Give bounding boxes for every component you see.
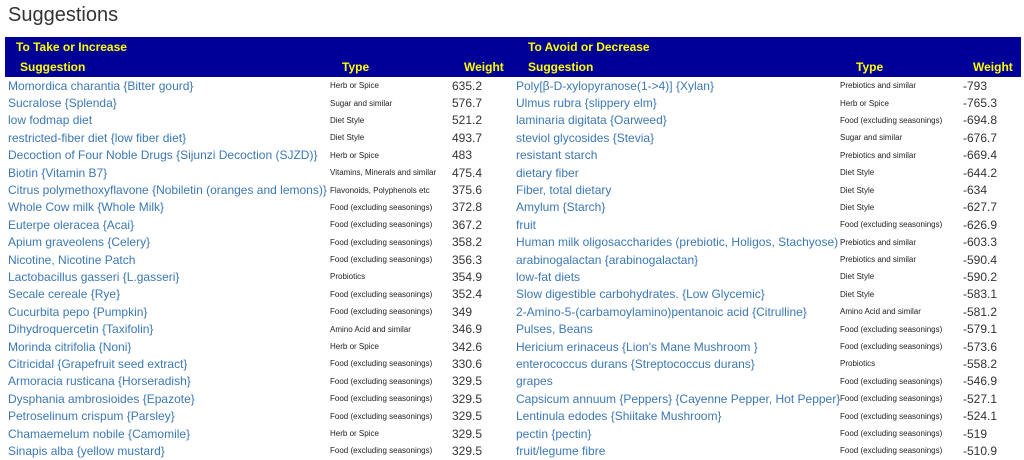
avoid-table-body	[513, 77, 1021, 460]
type-cell: Food (excluding seasonings)	[330, 376, 433, 386]
type-cell: Food (excluding seasonings)	[330, 220, 433, 230]
type-cell: Food (excluding seasonings)	[840, 429, 943, 438]
suggestion-cell	[5, 442, 330, 459]
suggestion-cell	[513, 320, 840, 337]
type-cell: Food (excluding seasonings)	[330, 394, 433, 404]
suggestion-cell	[5, 407, 330, 424]
table-row	[513, 251, 1021, 268]
table-row	[5, 234, 513, 251]
table-row	[5, 147, 513, 164]
page-title: Suggestions	[8, 4, 119, 26]
table-row	[513, 112, 1021, 129]
type-cell: Food (excluding seasonings)	[840, 220, 943, 230]
suggestion-cell	[5, 425, 330, 442]
suggestion-link[interactable]: Euterpe oleracea {Acai}	[8, 217, 135, 232]
suggestion-cell	[5, 94, 330, 111]
weight-cell: -581.2	[963, 304, 998, 319]
table-row	[5, 355, 513, 372]
table-row	[5, 338, 513, 355]
avoid-section	[513, 37, 1021, 460]
suggestion-cell	[5, 129, 330, 146]
suggestion-cell	[5, 286, 330, 303]
suggestion-link[interactable]: Slow digestible carbohydrates. {Low Glycemic}	[516, 287, 765, 302]
suggestion-link[interactable]: Dysphania ambrosioides {Epazote}	[8, 391, 195, 406]
suggestion-link[interactable]: Morinda citrifolia {Noni}	[8, 339, 132, 354]
table-row	[513, 390, 1021, 407]
suggestion-link[interactable]: Cucurbita pepo {Pumpkin}	[8, 304, 148, 319]
suggestion-cell	[5, 251, 330, 268]
suggestion-link[interactable]: Lactobacillus gasseri {L.gasseri}	[8, 269, 180, 284]
suggestion-cell	[513, 407, 840, 424]
weight-cell: -644.2	[963, 165, 998, 180]
avoid-table	[513, 77, 1021, 460]
table-row	[5, 390, 513, 407]
type-cell: Vitamins, Minerals and similar	[330, 168, 437, 178]
suggestion-cell	[513, 442, 840, 459]
type-cell: Sugar and similar	[840, 133, 903, 143]
type-cell: Food (excluding seasonings)	[840, 411, 943, 421]
suggestion-link[interactable]: 2-Amino-5-(carbamoylamino)pentanoic acid {Citrulline}	[516, 304, 807, 319]
weight-cell: -590.2	[963, 269, 998, 284]
suggestion-link[interactable]: Sinapis alba {yellow mustard}	[8, 443, 165, 458]
take-section	[5, 37, 513, 460]
table-row	[513, 268, 1021, 285]
type-cell: Food (excluding seasonings)	[330, 202, 433, 212]
weight-cell: -579.1	[963, 322, 998, 337]
suggestion-link[interactable]: Decoction of Four Noble Drugs {Sijunzi Decoction (SJZD)}	[8, 148, 318, 163]
suggestion-link[interactable]: Human milk oligosaccharides (prebiotic, Holigos, Stachyose)	[516, 235, 839, 250]
weight-cell: 576.7	[452, 96, 483, 111]
weight-cell: 493.7	[452, 130, 483, 145]
suggestion-link[interactable]: Ulmus rubra {slippery elm}	[516, 96, 657, 111]
table-row	[5, 442, 513, 459]
suggestion-cell	[5, 373, 330, 390]
avoid-title: To Avoid or Decrease	[528, 40, 650, 54]
type-cell: Probiotics	[330, 272, 366, 282]
table-row	[5, 181, 513, 198]
table-row	[513, 94, 1021, 111]
suggestion-cell	[513, 373, 840, 390]
take-header-weight: Weight	[464, 60, 504, 74]
suggestion-cell	[5, 338, 330, 355]
suggestion-cell	[513, 390, 840, 407]
table-row	[5, 320, 513, 337]
table-row	[5, 216, 513, 233]
weight-cell: 329.5	[452, 409, 483, 424]
suggestion-cell	[513, 129, 840, 146]
table-row	[5, 129, 513, 146]
weight-cell: 483	[452, 148, 473, 163]
suggestion-cell	[513, 147, 840, 164]
suggestion-link[interactable]: Momordica charantia {Bitter gourd}	[8, 78, 194, 93]
type-cell: Sugar and similar	[330, 98, 393, 108]
type-cell: Food (excluding seasonings)	[840, 342, 943, 352]
type-cell: Diet Style	[840, 202, 875, 212]
weight-cell: -519	[963, 426, 988, 441]
table-row	[5, 94, 513, 111]
suggestion-link[interactable]: Citrus polymethoxyflavone {Nobiletin (oranges and lemons)}	[8, 183, 327, 198]
table-row	[5, 251, 513, 268]
take-table-body	[5, 77, 513, 460]
weight-cell: -669.4	[963, 148, 998, 163]
suggestion-link[interactable]: Pulses, Beans	[516, 322, 593, 337]
table-row	[513, 147, 1021, 164]
suggestion-link[interactable]: Apium graveolens {Celery}	[8, 235, 151, 250]
type-cell: Food (excluding seasonings)	[330, 307, 433, 317]
suggestion-link[interactable]: Nicotine, Nicotine Patch	[8, 252, 136, 267]
weight-cell: 358.2	[452, 235, 483, 250]
suggestion-cell	[513, 94, 840, 111]
weight-cell: 367.2	[452, 217, 483, 232]
type-cell: Prebiotics and similar	[840, 237, 917, 247]
weight-cell: 349	[452, 304, 473, 319]
avoid-header-suggestion: Suggestion	[528, 60, 594, 74]
weight-cell: 329.5	[452, 374, 483, 389]
weight-cell: -694.8	[963, 113, 998, 128]
avoid-header-weight: Weight	[973, 60, 1013, 74]
table-row	[513, 216, 1021, 233]
suggestion-link[interactable]: Poly[β-D-xylopyranose(1->4)] {Xylan}	[516, 78, 714, 93]
suggestion-cell	[5, 268, 330, 285]
type-cell: Herb or Spice	[330, 81, 379, 91]
suggestion-link[interactable]: Amylum {Starch}	[516, 200, 606, 215]
type-cell: Food (excluding seasonings)	[840, 394, 943, 404]
suggestion-cell	[5, 77, 330, 94]
suggestion-link[interactable]: resistant starch	[516, 148, 598, 163]
take-header-suggestion: Suggestion	[20, 60, 86, 74]
suggestion-link[interactable]: grapes	[516, 374, 553, 389]
take-table	[5, 77, 513, 460]
suggestion-link[interactable]: pectin {pectin}	[516, 426, 592, 441]
type-cell: Probiotics	[840, 359, 876, 369]
table-row	[513, 199, 1021, 216]
take-title: To Take or Increase	[16, 40, 127, 54]
weight-cell: -524.1	[963, 409, 998, 424]
type-cell: Herb or Spice	[330, 429, 379, 438]
weight-cell: 329.5	[452, 443, 483, 458]
take-header-bar	[5, 37, 513, 77]
suggestion-cell	[513, 251, 840, 268]
weight-cell: -590.4	[963, 252, 998, 267]
table-row	[513, 373, 1021, 390]
suggestion-link[interactable]: fruit/legume fibre	[516, 443, 606, 458]
suggestions-tables	[5, 37, 1021, 460]
avoid-header-bar	[513, 37, 1021, 77]
suggestion-link[interactable]: Capsicum annuum {Peppers} {Cayenne Pepper, Hot Pepper}	[516, 391, 841, 406]
type-cell: Prebiotics and similar	[840, 150, 917, 160]
table-row	[513, 129, 1021, 146]
type-cell: Food (excluding seasonings)	[840, 324, 943, 334]
table-row	[5, 425, 513, 442]
table-row	[5, 407, 513, 424]
weight-cell: 521.2	[452, 113, 483, 128]
suggestion-link[interactable]: steviol glycosides {Stevia}	[516, 130, 655, 145]
table-row	[5, 112, 513, 129]
type-cell: Food (excluding seasonings)	[840, 446, 943, 456]
table-row	[5, 199, 513, 216]
suggestion-cell	[513, 303, 840, 320]
suggestion-cell	[5, 320, 330, 337]
suggestion-cell	[513, 268, 840, 285]
suggestion-cell	[5, 112, 330, 129]
type-cell: Amino Acid and similar	[330, 324, 411, 334]
weight-cell: 475.4	[452, 165, 483, 180]
weight-cell: -583.1	[963, 287, 998, 302]
suggestion-link[interactable]: fruit	[516, 217, 537, 232]
suggestion-link[interactable]: Petroselinum crispum {Parsley}	[8, 409, 175, 424]
weight-cell: -793	[963, 78, 988, 93]
suggestion-link[interactable]: Secale cereale {Rye}	[8, 287, 121, 302]
suggestion-link[interactable]: Chamaemelum nobile {Camomile}	[8, 426, 191, 441]
suggestion-link[interactable]: dietary fiber	[516, 165, 579, 180]
type-cell: Flavonoids, Polyphenols etc	[330, 185, 430, 195]
avoid-column-headers	[513, 57, 1021, 77]
type-cell: Food (excluding seasonings)	[330, 411, 433, 421]
suggestion-cell	[5, 303, 330, 320]
suggestion-link[interactable]: Sucralose {Splenda}	[8, 96, 117, 111]
table-row	[513, 181, 1021, 198]
suggestion-cell	[5, 164, 330, 181]
table-row	[513, 234, 1021, 251]
weight-cell: -634	[963, 183, 988, 198]
suggestion-cell	[5, 355, 330, 372]
type-cell: Food (excluding seasonings)	[330, 359, 433, 369]
weight-cell: -603.3	[963, 235, 998, 250]
type-cell: Diet Style	[840, 289, 875, 299]
weight-cell: -558.2	[963, 356, 998, 371]
table-row	[513, 425, 1021, 442]
type-cell: Diet Style	[330, 115, 365, 125]
table-row	[513, 407, 1021, 424]
weight-cell: 354.9	[452, 269, 483, 284]
avoid-header-type: Type	[856, 60, 884, 74]
suggestion-cell	[513, 355, 840, 372]
weight-cell: 330.6	[452, 356, 483, 371]
weight-cell: -573.6	[963, 339, 998, 354]
weight-cell: 635.2	[452, 78, 483, 93]
weight-cell: -627.7	[963, 200, 998, 215]
type-cell: Diet Style	[840, 272, 875, 282]
table-row	[513, 338, 1021, 355]
type-cell: Food (excluding seasonings)	[330, 289, 433, 299]
suggestion-link[interactable]: restricted-fiber diet {low fiber diet}	[8, 130, 187, 145]
suggestion-cell	[513, 216, 840, 233]
type-cell: Amino Acid and similar	[840, 307, 921, 317]
suggestion-cell	[5, 147, 330, 164]
suggestion-link[interactable]: Lentinula edodes {Shiitake Mushroom}	[516, 409, 722, 424]
suggestion-link[interactable]: Fiber, total dietary	[516, 183, 612, 198]
suggestion-link[interactable]: Biotin {Vitamin B7}	[8, 165, 108, 180]
table-row	[5, 164, 513, 181]
table-row	[513, 355, 1021, 372]
take-header-type: Type	[342, 60, 370, 74]
suggestion-cell	[513, 234, 840, 251]
weight-cell: -546.9	[963, 374, 998, 389]
type-cell: Herb or Spice	[840, 98, 889, 108]
take-column-headers	[5, 57, 513, 77]
type-cell: Food (excluding seasonings)	[840, 376, 943, 386]
type-cell: Food (excluding seasonings)	[330, 255, 433, 265]
suggestion-link[interactable]: Dihydroquercetin {Taxifolin}	[8, 322, 154, 337]
suggestion-link[interactable]: Armoracia rusticana {Horseradish}	[8, 374, 191, 389]
type-cell: Food (excluding seasonings)	[840, 115, 943, 125]
suggestion-link[interactable]: Citricidal {Grapefruit seed extract}	[8, 356, 188, 371]
weight-cell: 329.5	[452, 391, 483, 406]
type-cell: Diet Style	[330, 133, 365, 143]
suggestion-link[interactable]: low fodmap diet	[8, 113, 93, 128]
table-row	[513, 320, 1021, 337]
type-cell: Prebiotics and similar	[840, 255, 917, 265]
table-row	[513, 303, 1021, 320]
type-cell: Diet Style	[840, 185, 875, 195]
suggestion-link[interactable]: laminaria digitata {Oarweed}	[516, 113, 667, 128]
weight-cell: 346.9	[452, 322, 483, 337]
suggestion-cell	[513, 112, 840, 129]
suggestion-cell	[513, 425, 840, 442]
weight-cell: 342.6	[452, 339, 483, 354]
suggestion-link[interactable]: Whole Cow milk {Whole Milk}	[8, 200, 165, 215]
type-cell: Food (excluding seasonings)	[330, 446, 433, 456]
suggestion-cell	[513, 164, 840, 181]
table-row	[5, 77, 513, 94]
table-row	[513, 442, 1021, 459]
type-cell: Diet Style	[840, 168, 875, 178]
weight-cell: 352.4	[452, 287, 483, 302]
table-row	[513, 164, 1021, 181]
suggestion-cell	[5, 216, 330, 233]
table-row	[5, 303, 513, 320]
suggestion-cell	[5, 199, 330, 216]
suggestion-cell	[513, 286, 840, 303]
suggestion-link[interactable]: arabinogalactan {arabinogalactan}	[516, 252, 699, 267]
suggestion-cell	[513, 77, 840, 94]
weight-cell: -510.9	[963, 443, 998, 458]
type-cell: Herb or Spice	[330, 342, 379, 352]
table-row	[513, 286, 1021, 303]
weight-cell: 372.8	[452, 200, 483, 215]
weight-cell: -765.3	[963, 96, 998, 111]
suggestion-cell	[5, 181, 330, 198]
table-row	[5, 286, 513, 303]
weight-cell: 356.3	[452, 252, 483, 267]
type-cell: Food (excluding seasonings)	[330, 237, 433, 247]
suggestion-link[interactable]: enterococcus durans {Streptococcus durans}	[516, 356, 755, 371]
weight-cell: -527.1	[963, 391, 998, 406]
weight-cell: 375.6	[452, 183, 483, 198]
type-cell: Herb or Spice	[330, 150, 379, 160]
suggestion-link[interactable]: low-fat diets	[516, 269, 581, 284]
weight-cell: 329.5	[452, 426, 483, 441]
suggestion-cell	[513, 181, 840, 198]
weight-cell: -676.7	[963, 130, 998, 145]
table-row	[513, 77, 1021, 94]
suggestion-cell	[513, 338, 840, 355]
suggestion-link[interactable]: Hericium erinaceus {Lion's Mane Mushroom }	[516, 339, 758, 354]
suggestion-cell	[513, 199, 840, 216]
weight-cell: -626.9	[963, 217, 998, 232]
table-row	[5, 373, 513, 390]
suggestion-cell	[5, 234, 330, 251]
type-cell: Prebiotics and similar	[840, 81, 917, 91]
suggestion-cell	[5, 390, 330, 407]
table-row	[5, 268, 513, 285]
